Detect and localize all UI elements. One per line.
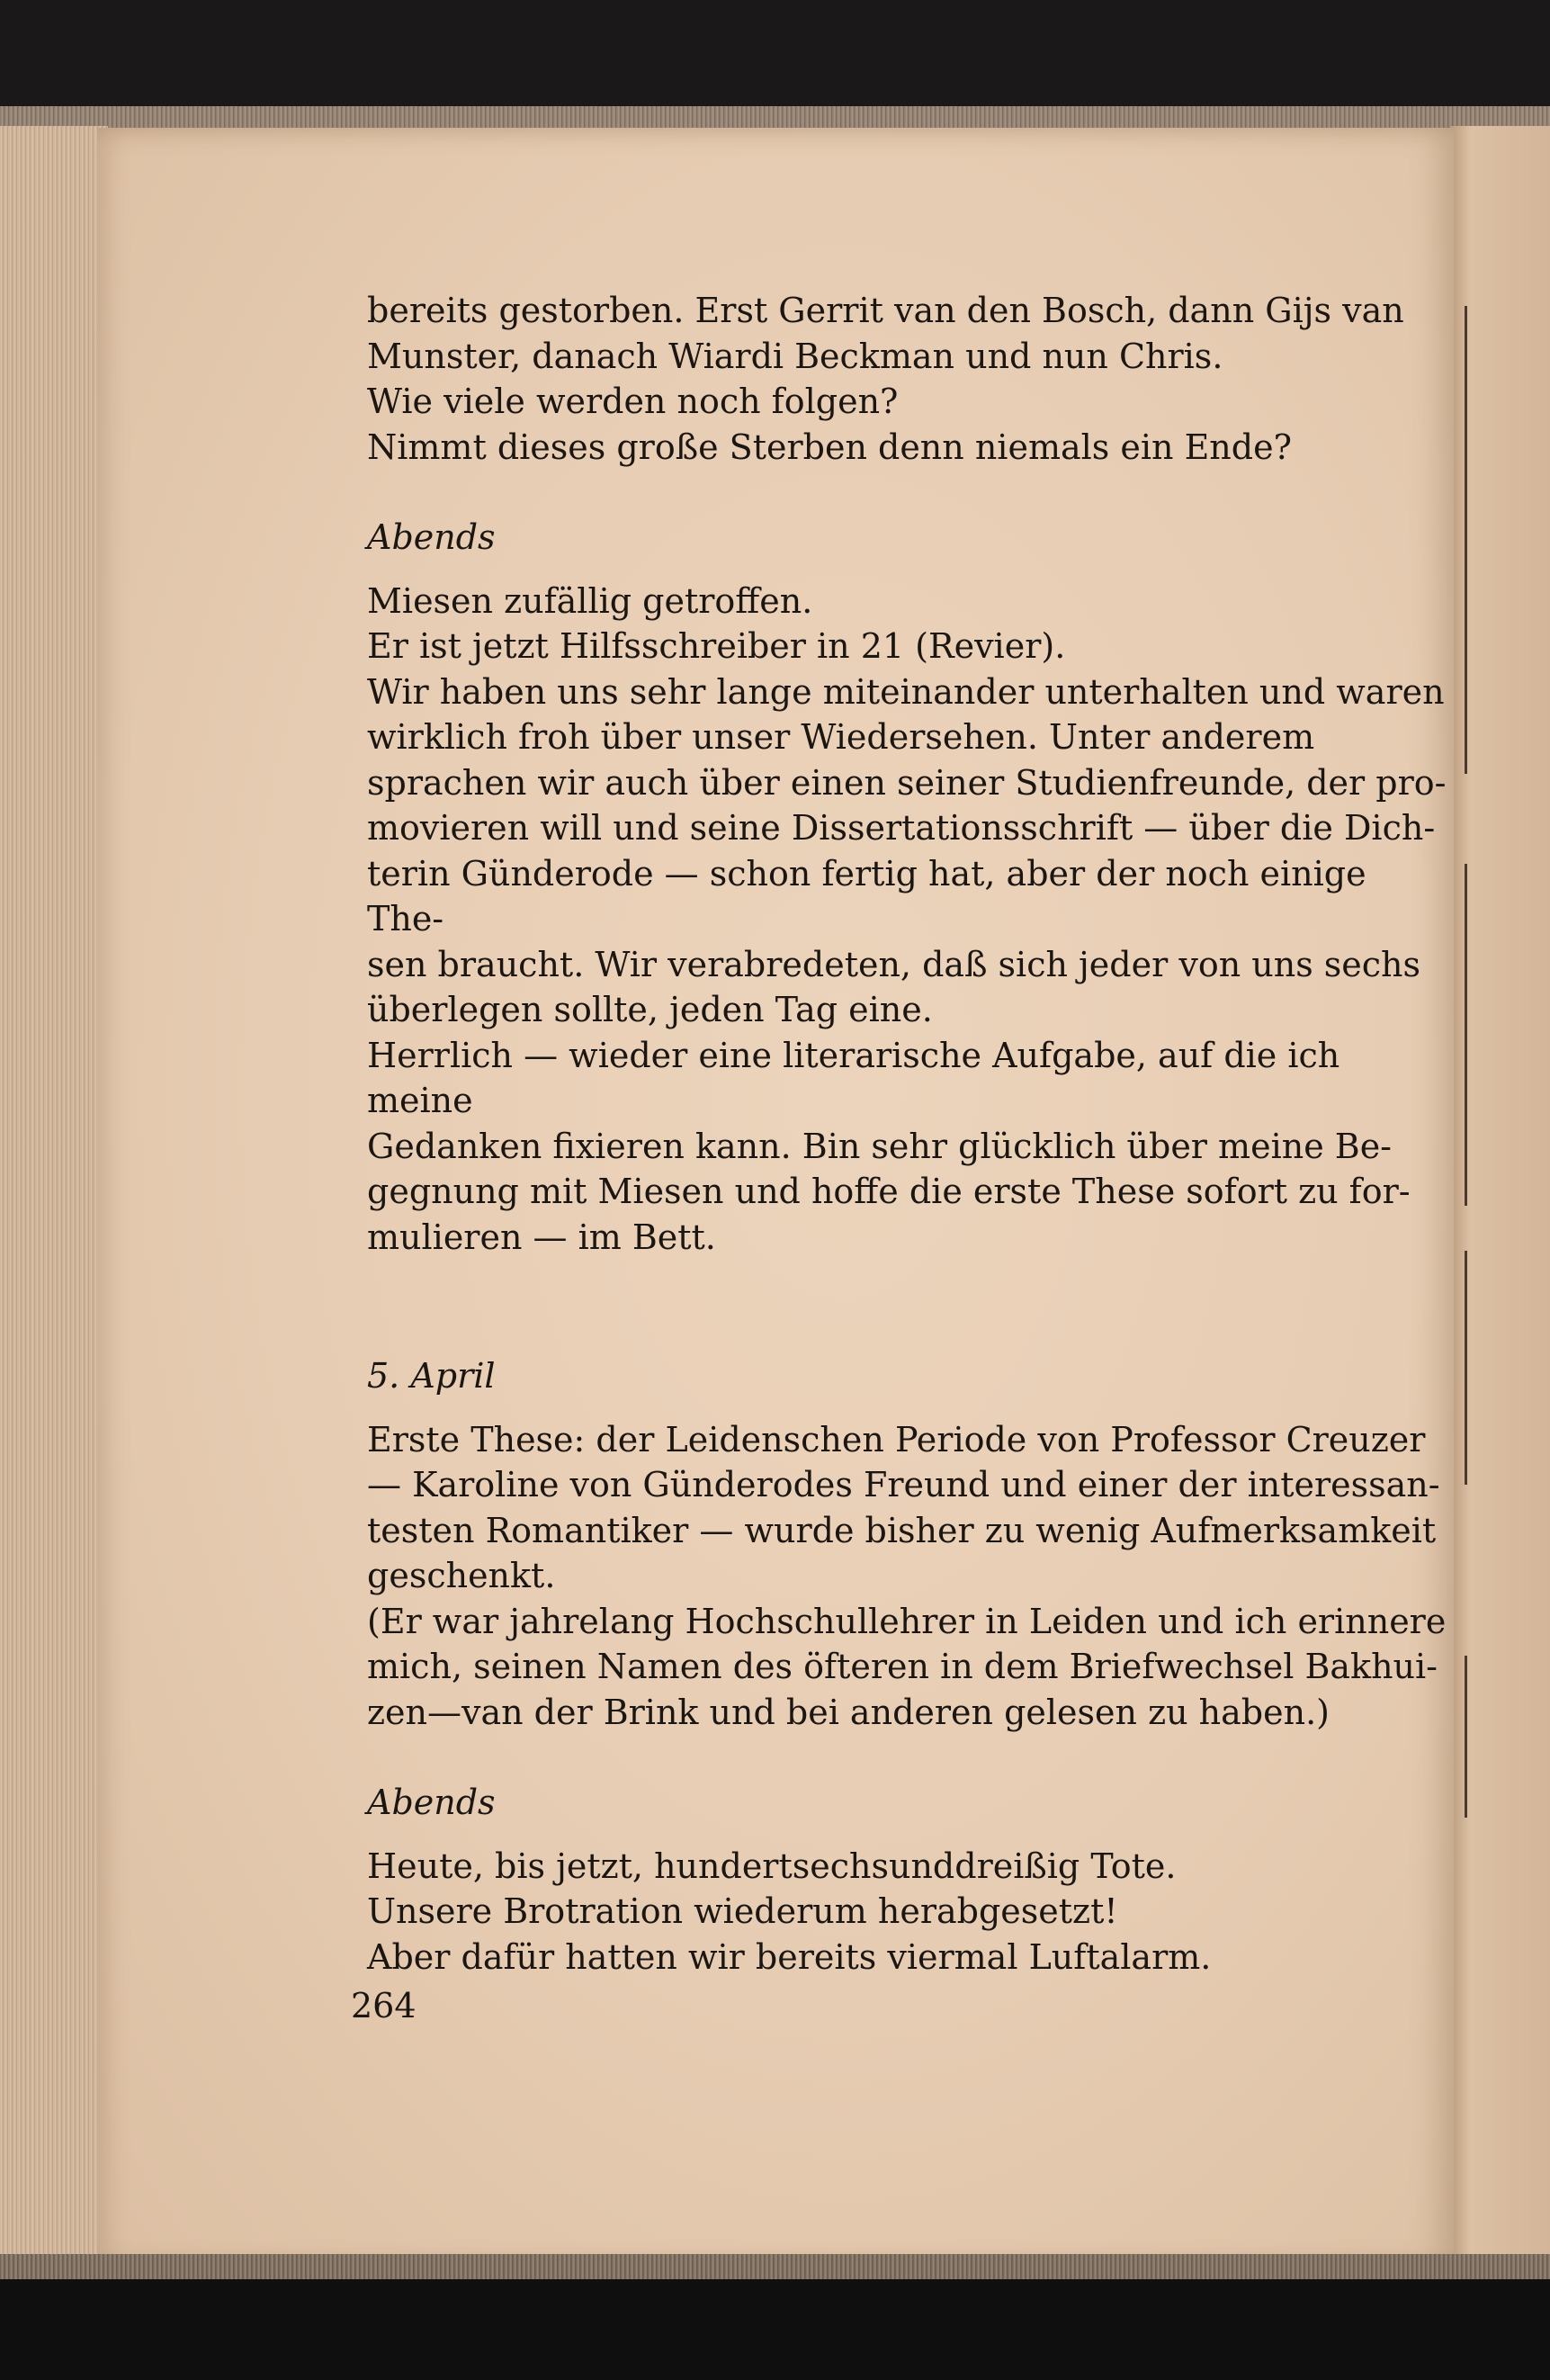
text-line: Heute, bis jetzt, hundertsechsunddreißig Tote. bbox=[367, 1846, 1177, 1886]
text-line: Herrlich — wieder eine literarische Aufgabe, auf die ich meine bbox=[367, 1035, 1340, 1120]
text-line: Erste These: der Leidenschen Periode von Professor Creuzer bbox=[367, 1419, 1426, 1459]
text-line: movieren will und seine Dissertationsschrift — über die Dich- bbox=[367, 808, 1436, 848]
entry-heading-abends-1: Abends bbox=[367, 517, 496, 557]
page-number: 264 bbox=[351, 1986, 417, 2025]
text-line: (Er war jahrelang Hochschullehrer in Leiden und ich erinnere bbox=[367, 1601, 1447, 1641]
book-page bbox=[97, 128, 1454, 2268]
text-line: überlegen sollte, jeden Tag eine. bbox=[367, 990, 933, 1029]
entry-heading-abends-2: Abends bbox=[367, 1783, 496, 1822]
text-line: gegnung mit Miesen und hoffe die erste These sofort zu for- bbox=[367, 1172, 1411, 1211]
book-binding-bottom bbox=[0, 2254, 1550, 2279]
text-line: terin Günderode — schon fertig hat, aber der noch einige The- bbox=[367, 853, 1366, 939]
text-line: mulieren — im Bett. bbox=[367, 1217, 716, 1257]
text-line: Er ist jetzt Hilfsschreiber in 21 (Revier). bbox=[367, 626, 1066, 666]
text-line: zen—van der Brink und bei anderen gelesen zu haben.) bbox=[367, 1692, 1330, 1732]
page-edges bbox=[0, 126, 108, 2272]
page-text bbox=[367, 288, 1447, 1980]
text-line: sen braucht. Wir verabredeten, daß sich jeder von uns sechs bbox=[367, 944, 1421, 984]
text-line: bereits gestorben. Erst Gerrit van den Bosch, dann Gijs van bbox=[367, 291, 1404, 330]
text-line: Miesen zufällig getroffen. bbox=[367, 580, 813, 621]
text-line: Unsere Brotration wiederum herabgesetzt! bbox=[367, 1891, 1118, 1931]
text-line: Wie viele werden noch folgen? bbox=[367, 382, 899, 421]
text-line: Aber dafür hatten wir bereits viermal Luftalarm. bbox=[367, 1936, 1212, 1977]
text-line: Gedanken fixieren kann. Bin sehr glücklich über meine Be- bbox=[367, 1126, 1393, 1166]
text-line: Wir haben uns sehr lange miteinander unterhalten und waren bbox=[367, 671, 1445, 712]
text-line: — Karoline von Günderodes Freund und einer der interessan- bbox=[367, 1465, 1440, 1504]
text-line: Nimmt dieses große Sterben denn niemals ein Ende? bbox=[367, 427, 1292, 467]
text-line: mich, seinen Namen des öfteren in dem Briefwechsel Bakhui- bbox=[367, 1647, 1438, 1686]
text-line: sprachen wir auch über einen seiner Studienfreunde, der pro- bbox=[367, 762, 1447, 803]
text-line: geschenkt. bbox=[367, 1556, 556, 1595]
facing-page-edge bbox=[1450, 126, 1550, 2263]
text-line: testen Romantiker — wurde bisher zu wenig Aufmerksamkeit bbox=[367, 1510, 1437, 1550]
text-line: wirklich froh über unser Wiedersehen. Unter anderem bbox=[367, 717, 1315, 757]
entry-heading-april: 5. April bbox=[367, 1356, 496, 1396]
text-line: Munster, danach Wiardi Beckman und nun Chris. bbox=[367, 336, 1223, 376]
